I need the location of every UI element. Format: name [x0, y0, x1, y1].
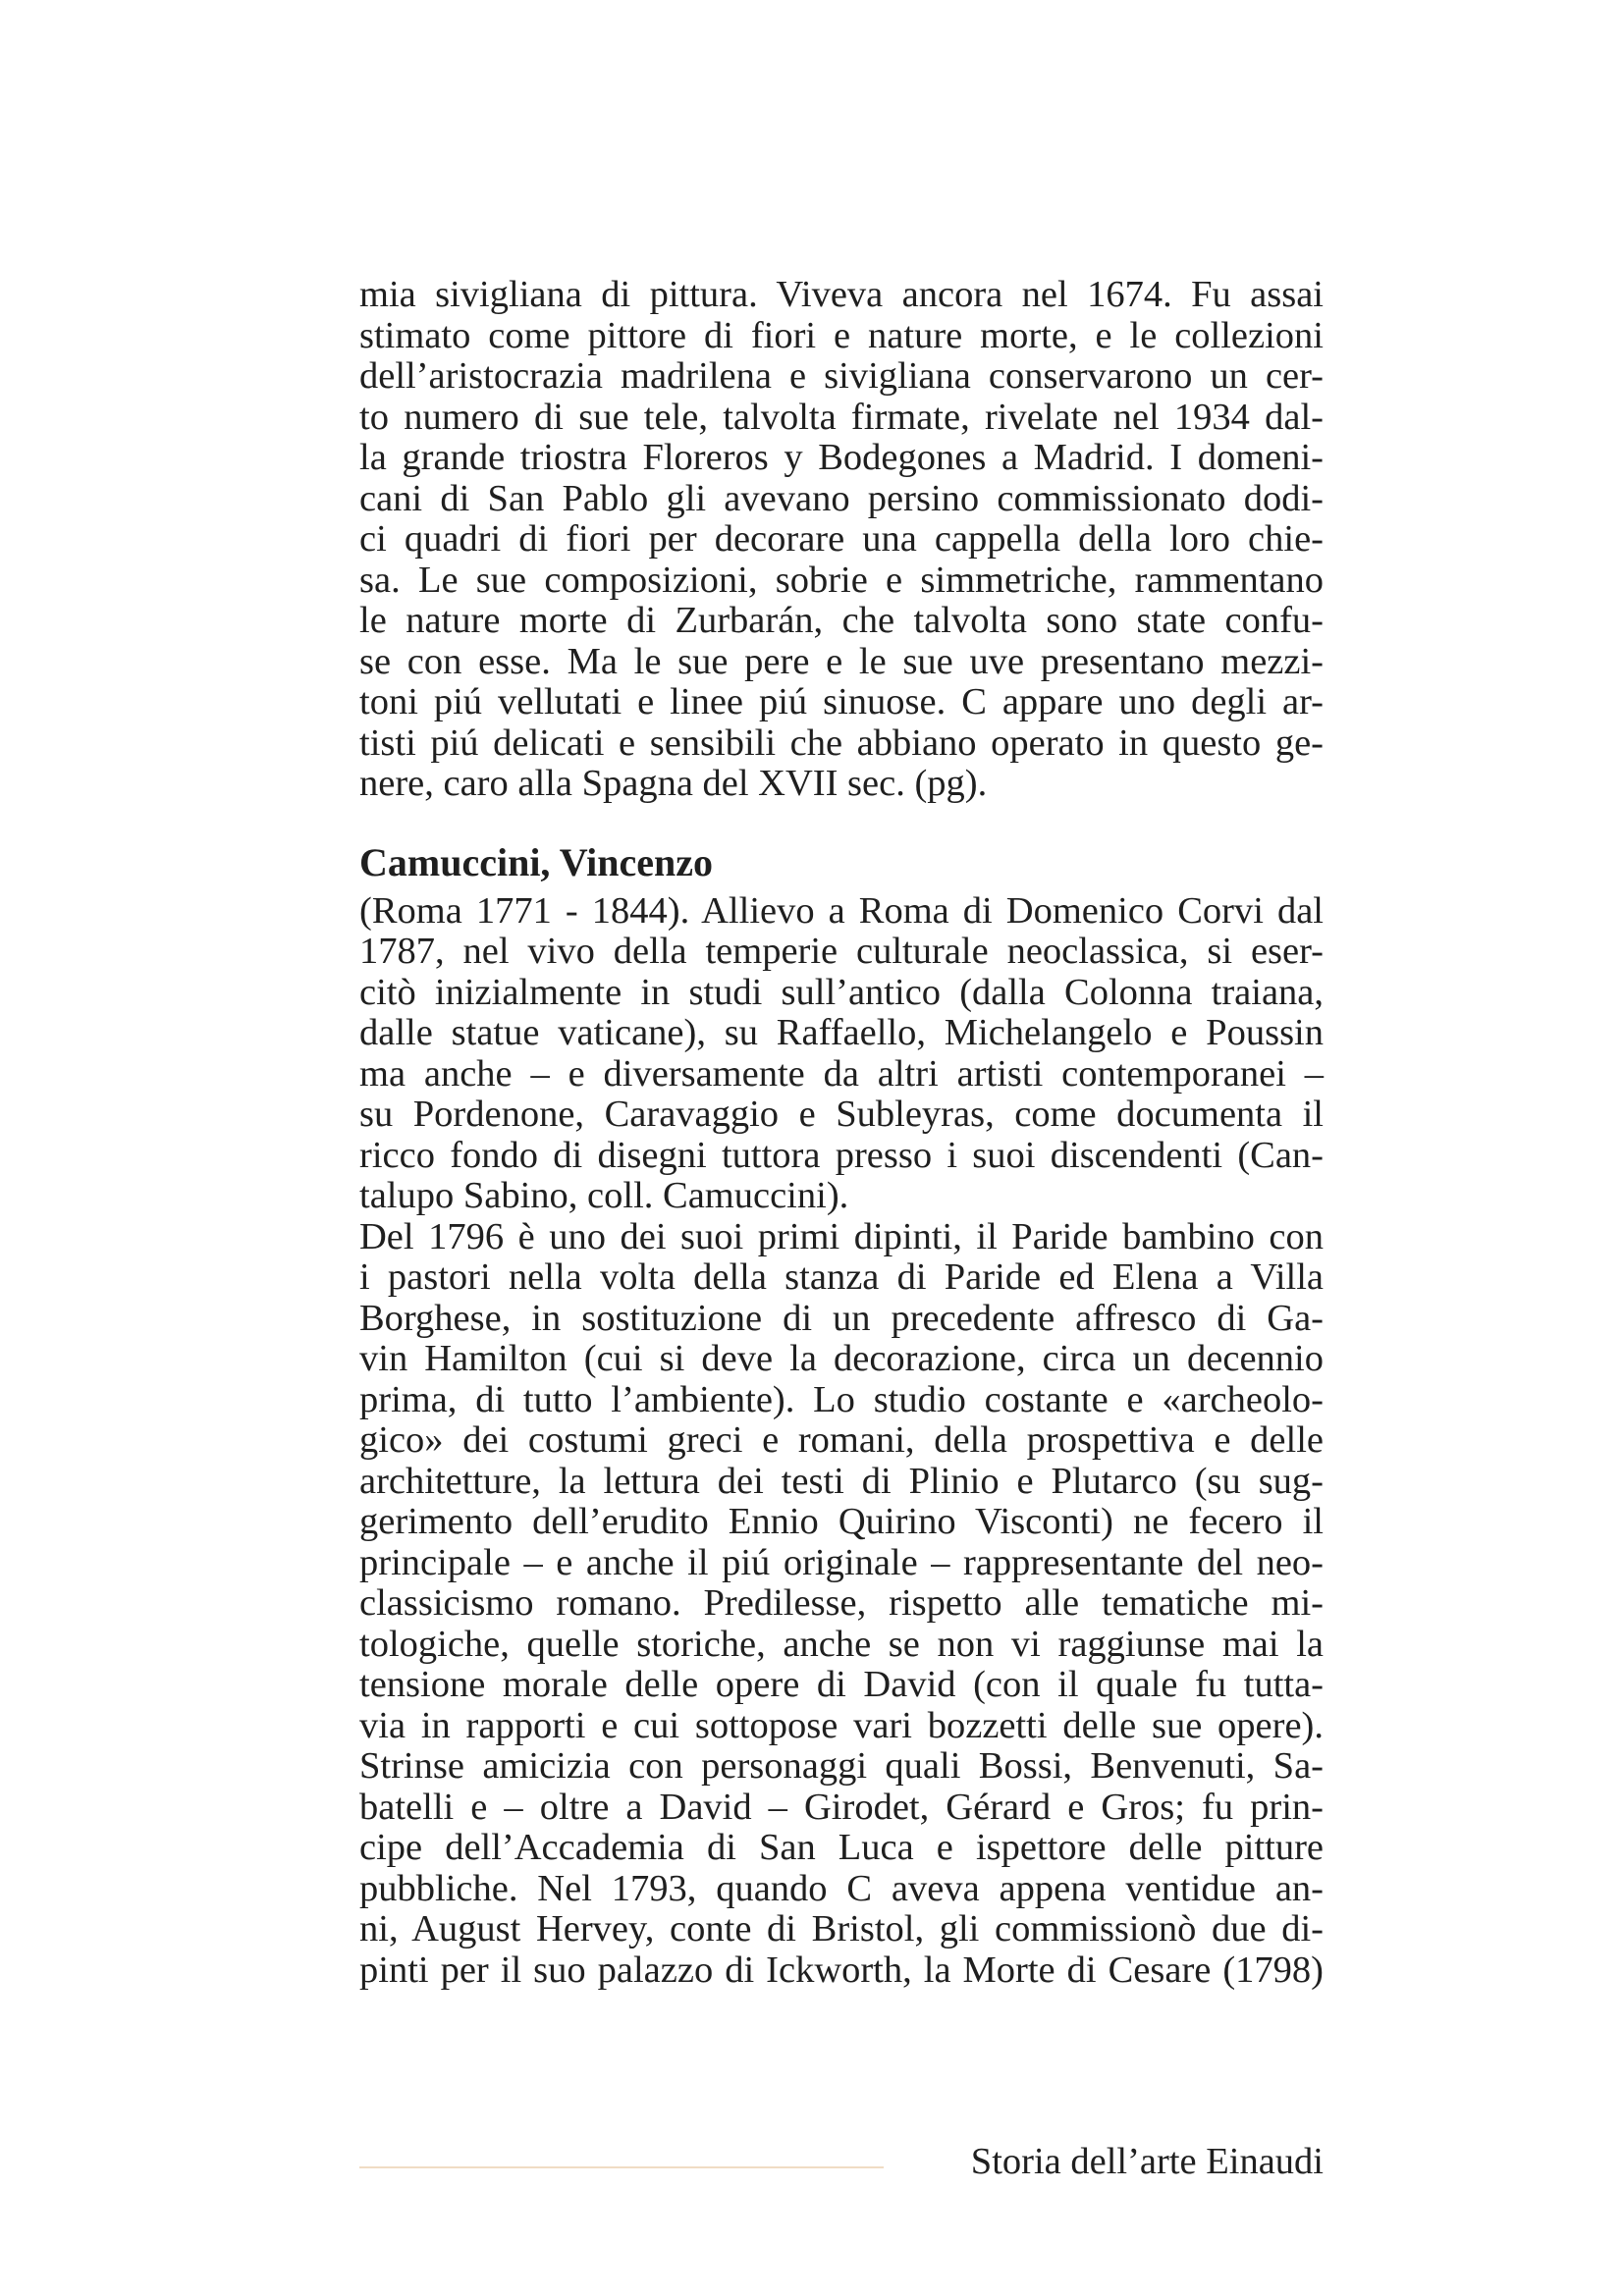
text-line: nere, caro alla Spagna del XVII sec. (pg). — [359, 763, 988, 804]
text-line: gerimento dell’erudito Ennio Quirino Visconti) ne fecero il — [359, 1501, 1324, 1542]
text-line: toni piú vellutati e linee piú sinuose. C appare uno degli ar- — [359, 681, 1324, 722]
text-line: ni, August Hervey, conte di Bristol, gli commissionò due di- — [359, 1908, 1324, 1949]
text-line: Borghese, in sostituzione di un precedente affresco di Ga- — [359, 1297, 1324, 1339]
text-line: tensione morale delle opere di David (con il quale fu tutta- — [359, 1664, 1324, 1705]
text-line: prima, di tutto l’ambiente). Lo studio costante e «archeolo- — [359, 1378, 1324, 1420]
entry-heading: Camuccini, Vincenzo — [359, 839, 713, 884]
text-line: dell’aristocrazia madrilena e sivigliana conservarono un cer- — [359, 355, 1324, 397]
text-line: cipe dell’Accademia di San Luca e ispettore delle pitture — [359, 1827, 1324, 1868]
text-line: dalle statue vaticane), su Raffaello, Michelangelo e Poussin — [359, 1012, 1324, 1053]
footer-rule — [359, 2166, 884, 2168]
text-line: sa. Le sue composizioni, sobrie e simmetriche, rammentano — [359, 559, 1324, 601]
text-line: to numero di sue tele, talvolta firmate, rivelate nel 1934 dal- — [359, 396, 1324, 438]
text-line: classicismo romano. Predilesse, rispetto alle tematiche mi- — [359, 1582, 1324, 1624]
entry-body — [359, 891, 1324, 1992]
text-line: pinti per il suo palazzo di Ickworth, la Morte di Cesare (1798) — [359, 1949, 1324, 1991]
text-line: tologiche, quelle storiche, anche se non vi raggiunse mai la — [359, 1623, 1324, 1665]
text-line: su Pordenone, Caravaggio e Subleyras, come documenta il — [359, 1094, 1324, 1135]
text-line: talupo Sabino, coll. Camuccini). — [359, 1175, 849, 1216]
text-line: mia sivigliana di pittura. Viveva ancora nel 1674. Fu assai — [359, 274, 1324, 315]
text-line: ci quadri di fiori per decorare una cappella della loro chie- — [359, 518, 1324, 560]
text-line: 1787, nel vivo della temperie culturale neoclassica, si eser- — [359, 931, 1324, 972]
page-body — [359, 275, 1324, 1991]
text-line: (Roma 1771 - 1844). Allievo a Roma di Domenico Corvi dal — [359, 889, 1324, 932]
text-line: Strinse amicizia con personaggi quali Bossi, Benvenuti, Sa- — [359, 1745, 1324, 1787]
text-line: Del 1796 è uno dei suoi primi dipinti, il Paride bambino con — [359, 1215, 1324, 1257]
continued-entry — [359, 275, 1324, 805]
text-line: ricco fondo di disegni tuttora presso i suoi discendenti (Can- — [359, 1134, 1324, 1176]
text-line: le nature morte di Zurbarán, che talvolta sono state confu- — [359, 600, 1324, 641]
text-line: batelli e – oltre a David – Girodet, Gérard e Gros; fu prin- — [359, 1786, 1324, 1828]
text-line: i pastori nella volta della stanza di Paride ed Elena a Villa — [359, 1256, 1324, 1298]
text-line: cani di San Pablo gli avevano persino commissionato dodi- — [359, 477, 1324, 519]
text-line: se con esse. Ma le sue pere e le sue uve presentano mezzi- — [359, 640, 1324, 682]
text-line: gico» dei costumi greci e romani, della prospettiva e delle — [359, 1419, 1324, 1461]
text-line: la grande triostra Floreros y Bodegones a Madrid. I domeni- — [359, 437, 1324, 478]
text-line: pubbliche. Nel 1793, quando C aveva appena ventidue an- — [359, 1867, 1324, 1909]
text-line: ma anche – e diversamente da altri artisti contemporanei – — [359, 1052, 1324, 1095]
text-line: tisti piú delicati e sensibili che abbiano operato in questo ge- — [359, 721, 1324, 764]
footer-title: Storia dell’arte Einaudi — [970, 2141, 1324, 2182]
text-line: citò inizialmente in studi sull’antico (dalla Colonna traiana, — [359, 971, 1324, 1013]
text-line: vin Hamilton (cui si deve la decorazione, circa un decennio — [359, 1338, 1324, 1379]
text-line: principale – e anche il piú originale – rappresentante del neo- — [359, 1541, 1324, 1583]
text-line: stimato come pittore di fiori e nature morte, e le collezioni — [359, 314, 1324, 356]
text-line: architetture, la lettura dei testi di Plinio e Plutarco (su sug- — [359, 1460, 1324, 1502]
text-line: via in rapporti e cui sottopose vari bozzetti delle sue opere). — [359, 1704, 1324, 1746]
